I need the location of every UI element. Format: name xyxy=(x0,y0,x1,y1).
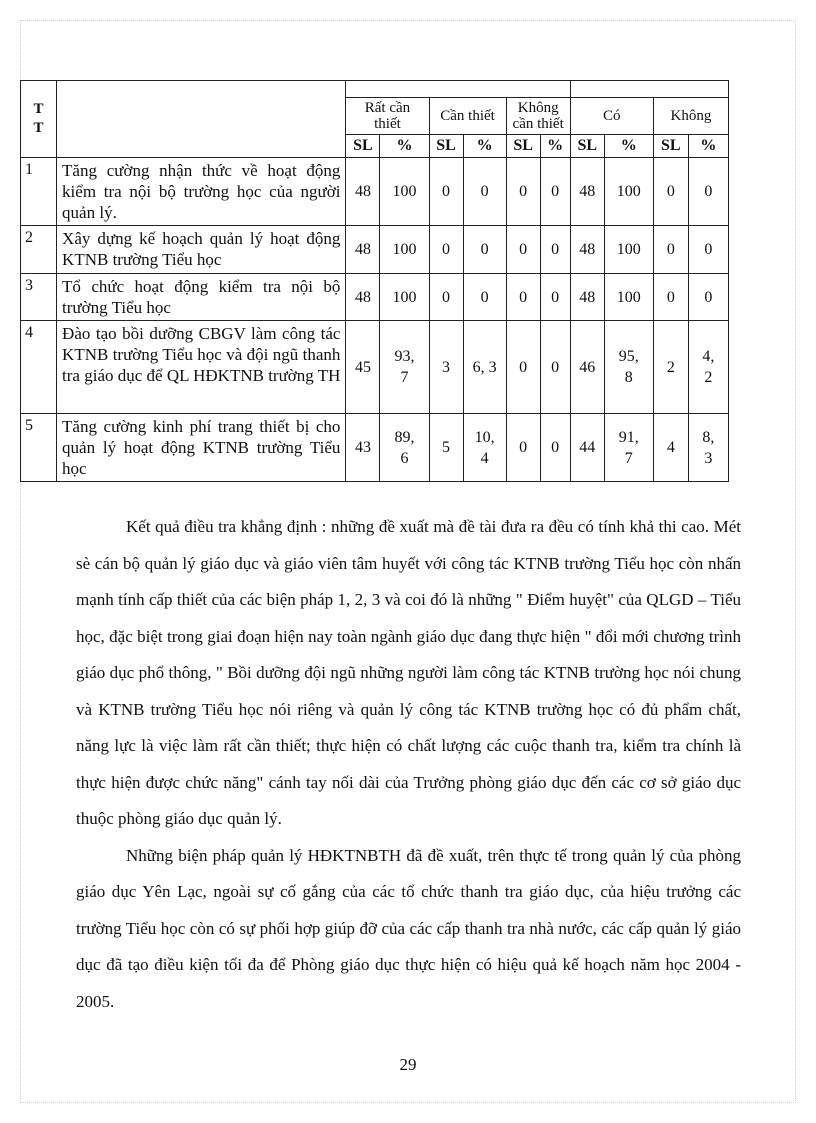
header-can-thiet: Cần thiết xyxy=(429,98,506,135)
unit-percent: % xyxy=(463,135,506,158)
survey-table xyxy=(20,80,729,482)
row-index: 1 xyxy=(21,158,57,226)
table-row xyxy=(21,321,729,414)
cell-value: 0 xyxy=(540,321,570,414)
cell-value: 0 xyxy=(463,226,506,274)
cell-value: 48 xyxy=(346,158,380,226)
cell-value: 0 xyxy=(653,274,688,321)
cell-value: 3 xyxy=(429,321,463,414)
header-co: Có xyxy=(570,98,653,135)
cell-value: 48 xyxy=(346,226,380,274)
cell-value: 8, 3 xyxy=(688,414,728,482)
cell-value: 91, 7 xyxy=(604,414,653,482)
cell-value: 0 xyxy=(688,226,728,274)
cell-value: 0 xyxy=(653,226,688,274)
cell-value: 0 xyxy=(506,321,540,414)
cell-value: 100 xyxy=(380,274,429,321)
cell-value: 48 xyxy=(570,158,604,226)
cell-value: 4, 2 xyxy=(688,321,728,414)
table-row xyxy=(21,226,729,274)
header-rat-can-thiet: Rất cần thiết xyxy=(346,98,429,135)
cell-value: 0 xyxy=(540,158,570,226)
page-number: 29 xyxy=(399,1055,417,1074)
unit-percent: % xyxy=(540,135,570,158)
header-group-feasibility xyxy=(570,81,728,98)
row-content: Tăng cường nhận thức về hoạt động kiểm tra nội bộ trường học của người quản lý. xyxy=(57,158,346,226)
cell-value: 46 xyxy=(570,321,604,414)
cell-value: 45 xyxy=(346,321,380,414)
row-index: 5 xyxy=(21,414,57,482)
row-index: 2 xyxy=(21,226,57,274)
cell-value: 5 xyxy=(429,414,463,482)
cell-value: 0 xyxy=(506,226,540,274)
table-row xyxy=(21,274,729,321)
column-content-header xyxy=(57,81,346,158)
row-index: 3 xyxy=(21,274,57,321)
cell-value: 0 xyxy=(429,158,463,226)
cell-value: 4 xyxy=(653,414,688,482)
unit-percent: % xyxy=(380,135,429,158)
column-tt-header: T T xyxy=(21,81,57,158)
cell-value: 93, 7 xyxy=(380,321,429,414)
cell-value: 0 xyxy=(540,226,570,274)
cell-value: 0 xyxy=(540,414,570,482)
body-text xyxy=(76,509,741,1020)
cell-value: 0 xyxy=(540,274,570,321)
cell-value: 100 xyxy=(380,158,429,226)
unit-percent: % xyxy=(688,135,728,158)
row-index: 4 xyxy=(21,321,57,414)
cell-value: 0 xyxy=(463,274,506,321)
header-khong: Không xyxy=(653,98,728,135)
cell-value: 95, 8 xyxy=(604,321,653,414)
header-khong-can-thiet: Không cần thiết xyxy=(506,98,570,135)
header-gap-row xyxy=(21,81,729,98)
unit-percent: % xyxy=(604,135,653,158)
cell-value: 100 xyxy=(604,158,653,226)
cell-value: 100 xyxy=(604,226,653,274)
cell-value: 0 xyxy=(653,158,688,226)
cell-value: 0 xyxy=(429,274,463,321)
cell-value: 48 xyxy=(570,226,604,274)
cell-value: 100 xyxy=(604,274,653,321)
row-content: Tăng cường kinh phí trang thiết bị cho quản lý hoạt động KTNB trường Tiểu học xyxy=(57,414,346,482)
unit-sl: SL xyxy=(506,135,540,158)
cell-value: 48 xyxy=(346,274,380,321)
cell-value: 0 xyxy=(506,414,540,482)
table-row xyxy=(21,158,729,226)
cell-value: 0 xyxy=(688,274,728,321)
row-content: Xây dựng kế hoạch quản lý hoạt động KTNB trường Tiểu học xyxy=(57,226,346,274)
row-content: Đào tạo bồi dưỡng CBGV làm công tác KTNB trường Tiểu học và đội ngũ thanh tra giáo dục để QL HĐKTNB trường TH xyxy=(57,321,346,414)
paragraph: Kết quả điều tra khẳng định : những đề xuất mà đề tài đưa ra đều có tính khả thi cao. Mét sè cán bộ quản lý giáo dục và giáo viên tâm huyết với công tác KTNB trường Tiểu học còn nhấn mạnh tính cấp thiết của các biện pháp 1, 2, 3 và coi đó là những " Điểm huyệt" của QLGD – Tiểu học, đặc biệt trong giai đoạn hiện nay toàn ngành giáo dục đang thực hiện " đổi mới chương trình giáo dục phổ thông, " Bồi dưỡng đội ngũ những người làm công tác KTNB trường học nói chung và KTNB trường Tiểu học nói riêng và quản lý công tác KTNB trường học có đủ phẩm chất, năng lực là việc làm rất cần thiết; thực hiện có chất lượng các cuộc thanh tra, kiểm tra chính là thực hiện được chức năng" cánh tay nối dài của Trưởng phòng giáo dục đến các cơ sở giáo dục thuộc phòng giáo dục quản lý. xyxy=(76,517,741,828)
cell-value: 44 xyxy=(570,414,604,482)
cell-value: 43 xyxy=(346,414,380,482)
cell-value: 48 xyxy=(570,274,604,321)
cell-value: 2 xyxy=(653,321,688,414)
cell-value: 0 xyxy=(688,158,728,226)
unit-sl: SL xyxy=(346,135,380,158)
row-content: Tổ chức hoạt động kiểm tra nội bộ trường Tiểu học xyxy=(57,274,346,321)
cell-value: 89, 6 xyxy=(380,414,429,482)
unit-sl: SL xyxy=(429,135,463,158)
table-row xyxy=(21,414,729,482)
cell-value: 0 xyxy=(429,226,463,274)
header-group-necessity xyxy=(346,81,570,98)
cell-value: 0 xyxy=(506,274,540,321)
cell-value: 0 xyxy=(463,158,506,226)
paragraph: Những biện pháp quản lý HĐKTNBTH đã đề xuất, trên thực tế trong quản lý của phòng giáo dục Yên Lạc, ngoài sự cố gắng của các tổ chức thanh tra giáo dục, của hiệu trưởng các trường Tiểu học còn có sự phối hợp giúp đỡ của các cấp thanh tra nhà nước, các cấp quản lý giáo dục đã tạo điều kiện tối đa để Phòng giáo dục thực hiện có hiệu quả kế hoạch năm học 2004 - 2005. xyxy=(76,845,741,1011)
cell-value: 0 xyxy=(506,158,540,226)
cell-value: 100 xyxy=(380,226,429,274)
unit-sl: SL xyxy=(570,135,604,158)
unit-sl: SL xyxy=(653,135,688,158)
cell-value: 10, 4 xyxy=(463,414,506,482)
cell-value: 6, 3 xyxy=(463,321,506,414)
